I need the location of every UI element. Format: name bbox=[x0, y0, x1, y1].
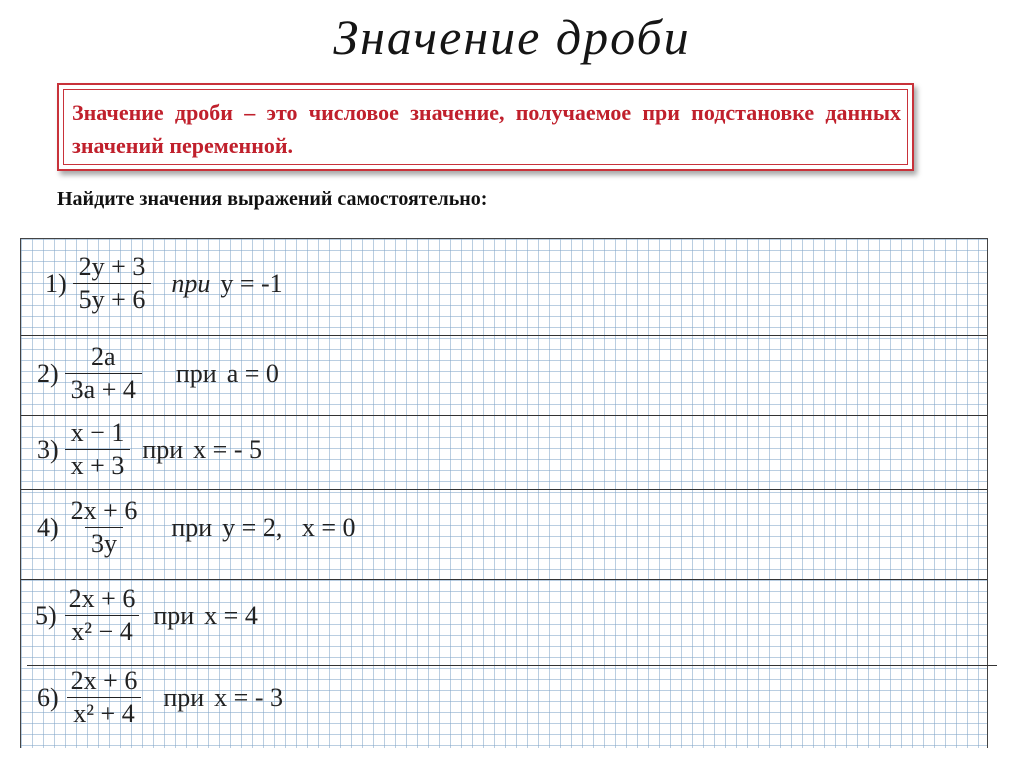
problem-3 bbox=[37, 419, 262, 480]
problem-4 bbox=[37, 497, 356, 558]
problem-number: 3) bbox=[37, 434, 59, 464]
denominator: x² + 4 bbox=[67, 697, 140, 728]
denominator: 3y bbox=[85, 527, 123, 558]
problem-number: 6) bbox=[37, 682, 59, 712]
fraction bbox=[65, 343, 142, 404]
numerator: 2x + 6 bbox=[70, 666, 138, 695]
numerator: x − 1 bbox=[70, 418, 125, 447]
definition-inner-frame bbox=[63, 89, 908, 165]
graph-paper bbox=[20, 238, 988, 748]
problem-number: 5) bbox=[35, 600, 57, 630]
fraction bbox=[63, 585, 142, 646]
problem-6 bbox=[37, 667, 283, 728]
row-divider bbox=[21, 335, 987, 336]
row-divider bbox=[27, 665, 997, 666]
condition-value: x = - 3 bbox=[214, 682, 283, 712]
problem-number: 1) bbox=[45, 268, 67, 298]
row-divider bbox=[21, 579, 987, 580]
fraction bbox=[65, 667, 144, 728]
numerator: 2x + 6 bbox=[70, 496, 138, 525]
row-divider bbox=[21, 415, 987, 416]
task-instruction: Найдите значения выражений самостоятельно: bbox=[57, 188, 488, 210]
slide-title: Значение дроби bbox=[333, 9, 691, 65]
condition-value: y = -1 bbox=[220, 268, 283, 298]
numerator: 2x + 6 bbox=[68, 584, 136, 613]
condition-value: x = - 5 bbox=[193, 434, 262, 464]
fraction bbox=[65, 497, 144, 558]
condition-value: a = 0 bbox=[226, 358, 279, 388]
numerator: 2a bbox=[91, 342, 116, 371]
problem-number: 4) bbox=[37, 512, 59, 542]
condition-word: при bbox=[163, 682, 205, 712]
fraction bbox=[73, 253, 152, 314]
problem-5 bbox=[35, 585, 258, 646]
condition-word: при bbox=[153, 600, 195, 630]
condition-word: при bbox=[175, 358, 217, 388]
row-divider bbox=[21, 489, 987, 490]
denominator: 5y + 6 bbox=[73, 283, 152, 314]
condition-value: y = 2, x = 0 bbox=[222, 512, 356, 542]
problem-2 bbox=[37, 343, 279, 404]
condition-word: при bbox=[171, 268, 211, 298]
fraction bbox=[65, 419, 131, 480]
denominator: 3a + 4 bbox=[65, 373, 142, 404]
definition-text: Значение дроби – это числовое значение, получаемое при подстановке данных значений переменной. bbox=[72, 100, 901, 158]
problem-number: 2) bbox=[37, 358, 59, 388]
numerator: 2y + 3 bbox=[78, 252, 146, 281]
denominator: x + 3 bbox=[65, 449, 131, 480]
condition-word: при bbox=[171, 512, 213, 542]
condition-word: при bbox=[142, 434, 184, 464]
denominator: x² − 4 bbox=[65, 615, 138, 646]
condition-value: x = 4 bbox=[204, 600, 258, 630]
problem-1 bbox=[45, 253, 283, 314]
definition-box bbox=[57, 83, 914, 171]
